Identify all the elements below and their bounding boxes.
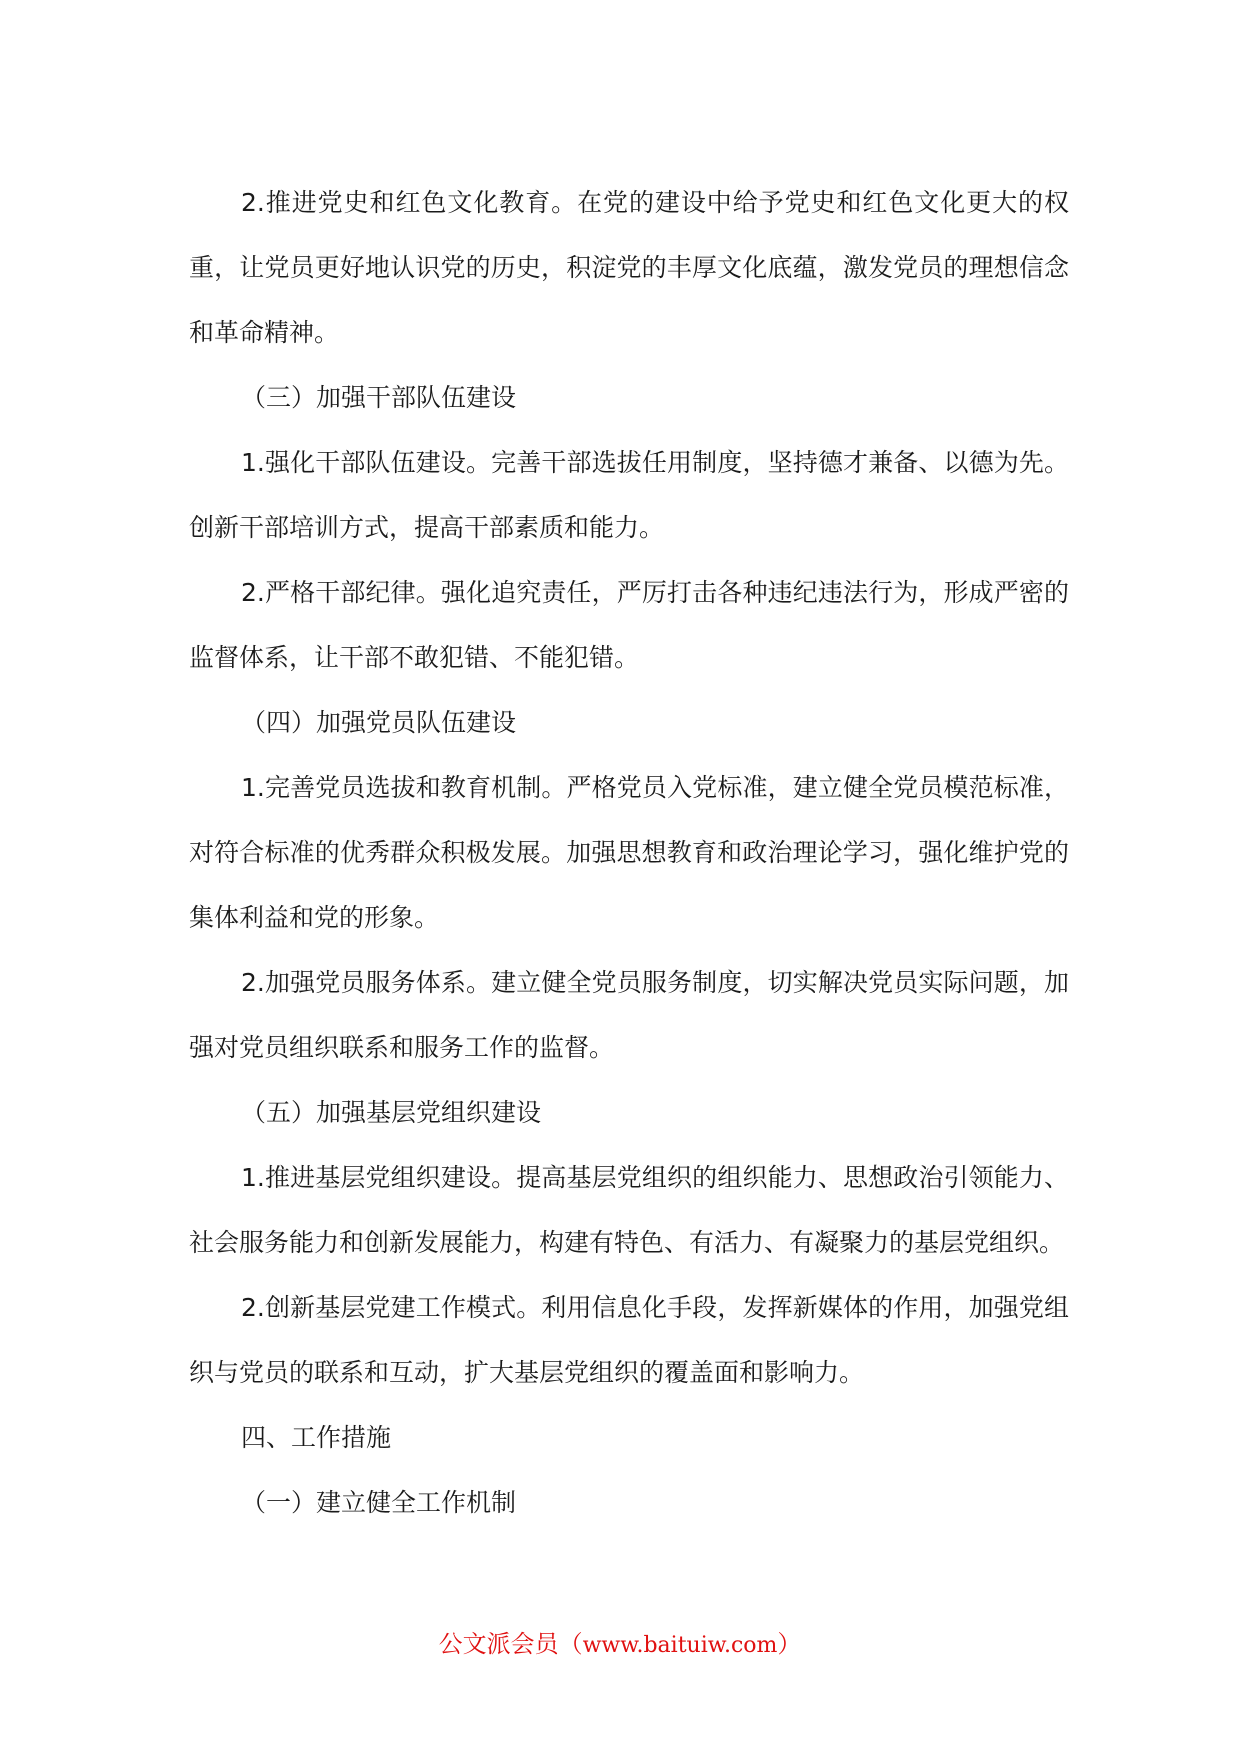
paragraph-member-service: 2.加强党员服务体系。建立健全党员服务制度，切实解决党员实际问题，加强对党员组织联系和服务工作的监督。 (189, 968, 1069, 1062)
footer-close: ） (777, 1630, 802, 1658)
footer-brand: 公文派会员（ (438, 1630, 583, 1658)
section-heading-member-team: （四）加强党员队伍建设 (241, 708, 517, 737)
paragraph-grassroots-construction: 1.推进基层党组织建设。提高基层党组织的组织能力、思想政治引领能力、社会服务能力和创新发展能力，构建有特色、有活力、有凝聚力的基层党组织。 (189, 1163, 1069, 1257)
paragraph-strengthen-cadre-team: 1.强化干部队伍建设。完善干部选拔任用制度，坚持德才兼备、以德为先。创新干部培训方式，提高干部素质和能力。 (189, 448, 1069, 542)
paragraph-party-history-education: 2.推进党史和红色文化教育。在党的建设中给予党史和红色文化更大的权重，让党员更好地认识党的历史，积淀党的丰厚文化底蕴，激发党员的理想信念和革命精神。 (189, 188, 1069, 347)
section-heading-work-measures: 四、工作措施 (241, 1423, 392, 1452)
footer-watermark (0, 1624, 1240, 1666)
footer-url: www.baituiw.com (582, 1633, 778, 1658)
section-heading-cadre-team: （三）加强干部队伍建设 (241, 383, 517, 412)
paragraph-member-selection: 1.完善党员选拔和教育机制。严格党员入党标准，建立健全党员模范标准，对符合标准的优秀群众积极发展。加强思想教育和政治理论学习，强化维护党的集体利益和党的形象。 (189, 773, 1069, 932)
document-body (189, 170, 1069, 1535)
paragraph-grassroots-innovation: 2.创新基层党建工作模式。利用信息化手段，发挥新媒体的作用，加强党组织与党员的联系和互动，扩大基层党组织的覆盖面和影响力。 (189, 1293, 1069, 1387)
section-heading-grassroots: （五）加强基层党组织建设 (241, 1098, 542, 1127)
paragraph-cadre-discipline: 2.严格干部纪律。强化追究责任，严厉打击各种违纪违法行为，形成严密的监督体系，让干部不敢犯错、不能犯错。 (189, 578, 1069, 672)
section-heading-work-mechanism: （一）建立健全工作机制 (241, 1488, 517, 1517)
